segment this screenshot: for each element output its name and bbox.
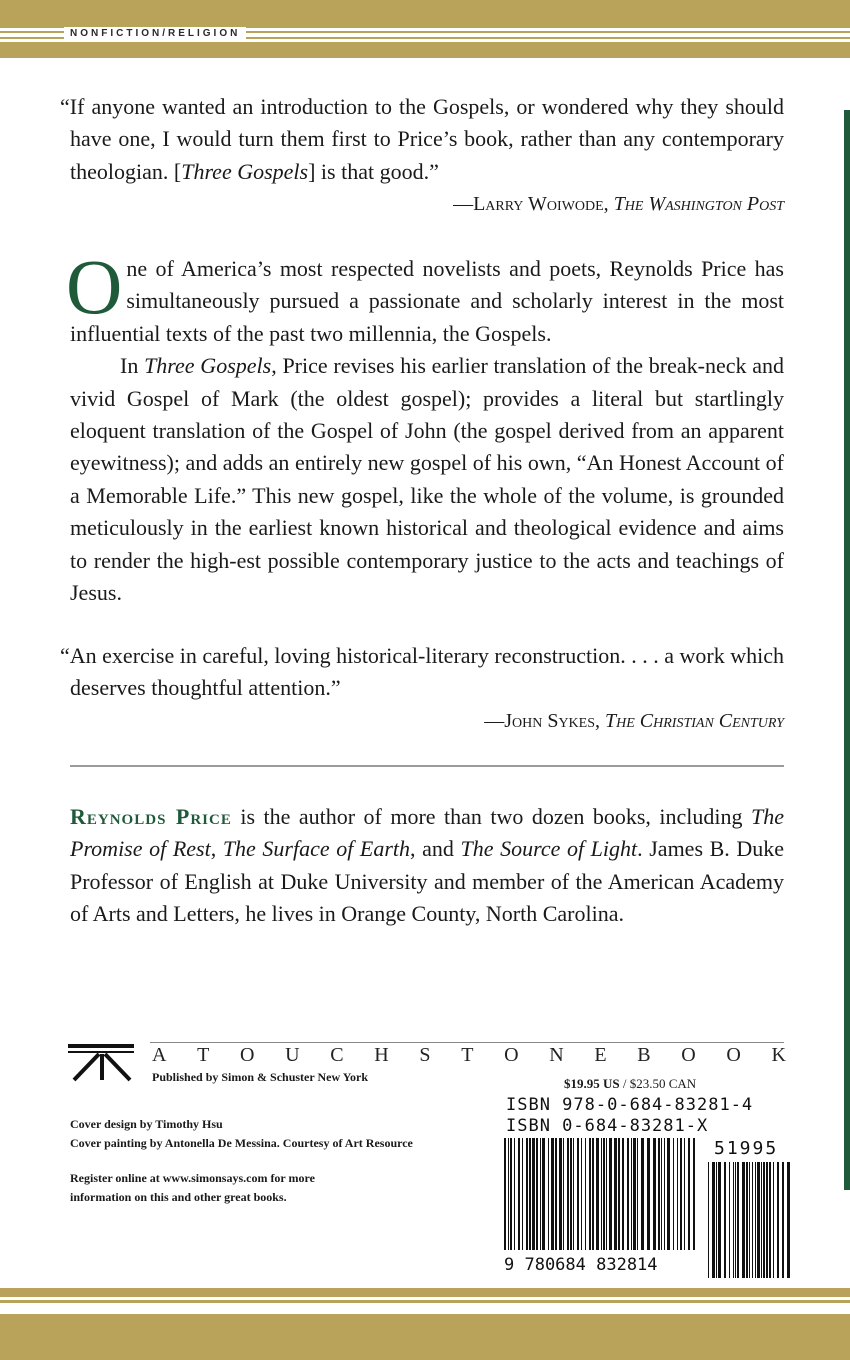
barcode-addon-bar (755, 1162, 756, 1278)
barcode-bar (664, 1138, 665, 1250)
author-bio: Reynolds Price is the author of more than two dozen books, including The Promise of Rest, The Surface of Earth, and The Source of Light. James B. Duke Professor of English at Duke University and member of the American Academy of Arts and Letters, he lives in Orange County, North Carolina. (70, 804, 785, 927)
spine-edge (844, 110, 850, 1190)
barcode-bar (647, 1138, 650, 1250)
barcode-bar (551, 1138, 554, 1250)
barcode-bar (585, 1138, 586, 1250)
isbn-10: ISBN 0-684-83281-X (506, 1116, 709, 1136)
barcode-addon-bar (708, 1162, 709, 1278)
barcode-bar (542, 1138, 545, 1250)
barcode-addon-bar (724, 1162, 726, 1278)
category-label: NONFICTION/RELIGION (64, 27, 246, 41)
imprint-letter: C (330, 1044, 344, 1066)
description-para-2: In Three Gospels, Price revises his earlier translation of the break-neck and vivid Gospel of Mark (the oldest gospel); provides a literal but startlingly eloquent translation of the Gospel of John (the gospel derived from an apparent eyewitness); and adds an entirely new gospel of his own, “An Honest Account of a Memorable Life.” This new gospel, like the whole of the volume, is grounded meticulously in the earliest known historical and theological evidence and aims to render the high-est possible contemporary justice to the acts and teachings of Jesus. (70, 353, 784, 606)
barcode-bar (631, 1138, 632, 1250)
register-note: Register online at www.simonsays.com for more information on this and other great books. (70, 1171, 315, 1204)
publisher-line: Published by Simon & Schuster New York (152, 1070, 369, 1084)
imprint-rule (150, 1042, 784, 1043)
imprint-letter: K (771, 1044, 786, 1066)
barcode-bar (589, 1138, 591, 1250)
barcode-bar (536, 1138, 538, 1250)
barcode-addon-bar (782, 1162, 784, 1278)
barcode-bar (606, 1138, 607, 1250)
imprint-letter: S (419, 1044, 431, 1066)
imprint-letter: U (285, 1044, 300, 1066)
barcode-bar (673, 1138, 674, 1250)
bottom-rule (0, 1300, 850, 1303)
barcode-bar (637, 1138, 638, 1250)
barcode-bar (661, 1138, 662, 1250)
barcode-addon-bar (766, 1162, 768, 1278)
imprint-letter: T (461, 1044, 474, 1066)
barcode-bar (627, 1138, 629, 1250)
barcode-bar (548, 1138, 549, 1250)
review-quote-2 (60, 640, 784, 737)
imprint-letter: O (240, 1044, 255, 1066)
barcode-bar (529, 1138, 531, 1250)
imprint-letter: A (152, 1044, 167, 1066)
barcode-bar (559, 1138, 562, 1250)
barcode-bar (577, 1138, 579, 1250)
isbn-13: ISBN 978-0-684-83281-4 (506, 1095, 754, 1115)
barcode-bar (567, 1138, 569, 1250)
barcode-bar (677, 1138, 678, 1250)
barcode-bar (573, 1138, 574, 1250)
imprint-letter: T (197, 1044, 210, 1066)
barcode-addon-bar (761, 1162, 762, 1278)
barcode-bar (603, 1138, 605, 1250)
barcode-bar (514, 1138, 515, 1250)
barcode-bar (510, 1138, 512, 1250)
barcode-bar (555, 1138, 557, 1250)
touchstone-logo-icon (66, 1042, 136, 1082)
imprint-letter: O (681, 1044, 696, 1066)
barcode-bar (596, 1138, 599, 1250)
barcode-addon-bar (733, 1162, 734, 1278)
cover-credits (70, 1115, 413, 1153)
imprint-name (152, 1044, 786, 1067)
barcode-bar (508, 1138, 509, 1250)
barcode-addon-bar (742, 1162, 745, 1278)
barcode-bar (609, 1138, 612, 1250)
barcode-bar (563, 1138, 564, 1250)
barcode-bar (504, 1138, 506, 1250)
barcode-addon-bar (787, 1162, 790, 1278)
top-gold-band-lower (0, 42, 850, 58)
barcode-bar (633, 1138, 636, 1250)
barcode-addon-bar (729, 1162, 730, 1278)
barcode-bar (667, 1138, 670, 1250)
cover-design-credit: Cover design by Timothy Hsu (70, 1117, 223, 1131)
barcode-addon-bar (737, 1162, 739, 1278)
barcode-addon-bar (769, 1162, 771, 1278)
barcode-addon-bar (735, 1162, 736, 1278)
barcode-bar (592, 1138, 594, 1250)
barcode-number: 9 780684 832814 (504, 1255, 658, 1275)
quote-attribution: —John Sykes, The Christian Century (484, 709, 784, 732)
barcode-bar (570, 1138, 572, 1250)
drop-cap: O (66, 243, 123, 330)
barcode-bar (581, 1138, 582, 1250)
imprint-letter: O (504, 1044, 519, 1066)
barcode-bar (618, 1138, 620, 1250)
barcode-addon-number: 51995 (714, 1138, 779, 1159)
barcode-addon-bar (718, 1162, 721, 1278)
imprint-letter: O (726, 1044, 741, 1066)
barcode-bar (522, 1138, 523, 1250)
imprint-letter: B (637, 1044, 651, 1066)
barcode-addon-bar (777, 1162, 779, 1278)
barcode-addon-bar (716, 1162, 717, 1278)
quote-text: “If anyone wanted an introduction to the Gospels, or wondered why they should have one, I would turn them first to Price’s book, rather than any contemporary theologian. [Three Gospels] is that good.” (60, 94, 784, 184)
barcode-bar (532, 1138, 535, 1250)
barcode-bar (601, 1138, 602, 1250)
barcode-addon-bar (757, 1162, 760, 1278)
imprint-letter: E (594, 1044, 607, 1066)
top-gold-band (0, 0, 850, 28)
barcode-bar (622, 1138, 624, 1250)
book-description (66, 243, 784, 609)
barcode-bar (680, 1138, 682, 1250)
imprint-letter: N (549, 1044, 564, 1066)
section-divider (70, 765, 784, 767)
bottom-rule (0, 1288, 850, 1297)
barcode-bar (518, 1138, 520, 1250)
barcode-bar (526, 1138, 528, 1250)
barcode-addon-bar (752, 1162, 753, 1278)
barcode-bar (641, 1138, 644, 1250)
barcode-addon-bar (749, 1162, 750, 1278)
barcode-bar (684, 1138, 685, 1250)
barcode-addon-bar (746, 1162, 748, 1278)
imprint-letter: H (374, 1044, 389, 1066)
barcode-addon-bar (712, 1162, 715, 1278)
barcode-bar (658, 1138, 660, 1250)
barcode-bar (688, 1138, 690, 1250)
barcode-bar (653, 1138, 656, 1250)
bottom-gold-band (0, 1314, 850, 1360)
barcode-bar (614, 1138, 617, 1250)
price: $19.95 US / $23.50 CAN (564, 1076, 697, 1091)
review-quote-1 (60, 91, 784, 221)
quote-attribution: —Larry Woiwode, The Washington Post (453, 193, 784, 216)
barcode-bar (693, 1138, 695, 1250)
quote-text: “An exercise in careful, loving historical-literary reconstruction. . . . a work which deserves thoughtful attention.” (60, 643, 784, 701)
barcode-bar (540, 1138, 541, 1250)
barcode-addon-bar (773, 1162, 774, 1278)
barcode-addon-bar (763, 1162, 765, 1278)
author-name: Reynolds Price (70, 804, 232, 829)
description-para-1: One of America’s most respected novelists and poets, Reynolds Price has simultaneously pursued a passionate and scholarly interest in the most influential texts of the past two millennia, the Gospels. (66, 243, 784, 346)
cover-painting-credit: Cover painting by Antonella De Messina. Courtesy of Art Resource (70, 1136, 413, 1150)
